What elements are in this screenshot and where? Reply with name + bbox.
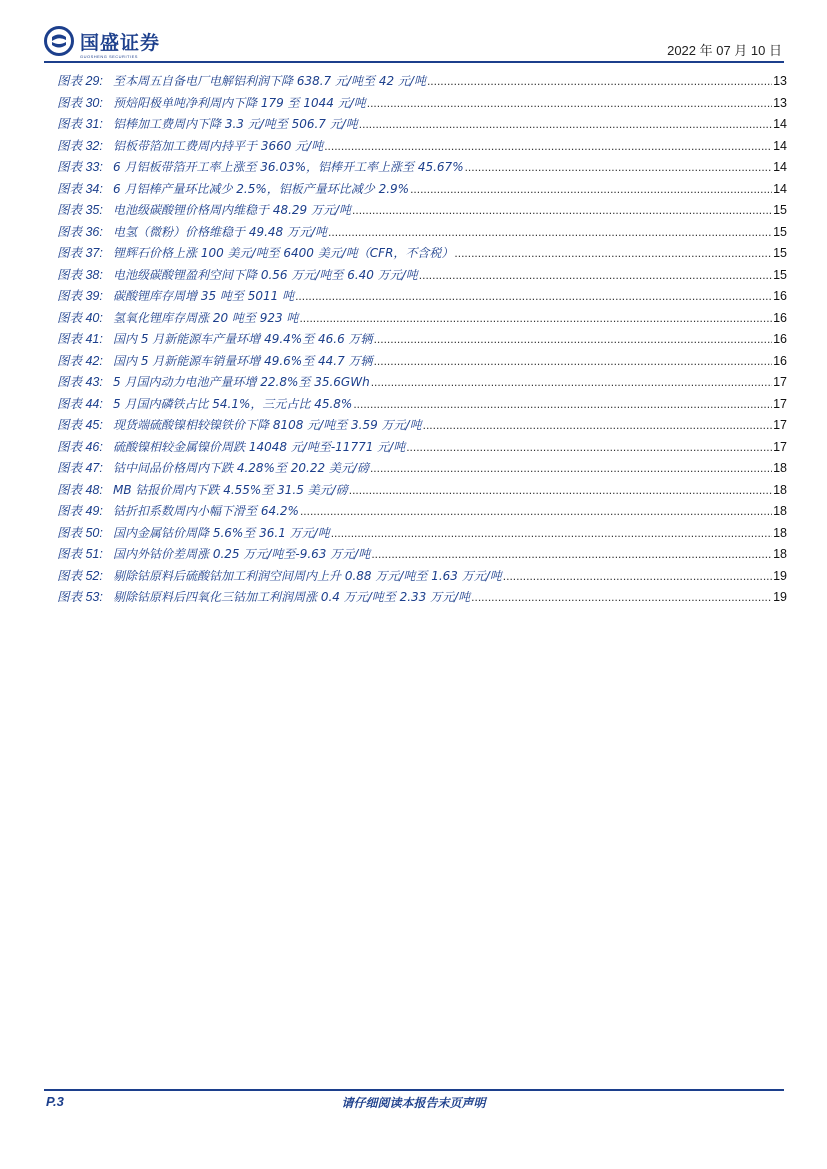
toc-entry-title: 现货端硫酸镍相较镍铁价下降 8108 元/吨至 3.59 万元/吨 — [113, 418, 422, 432]
toc-entry[interactable] — [57, 394, 787, 416]
toc-entry-title: 碳酸锂库存周增 35 吨至 5011 吨 — [113, 289, 295, 303]
toc-entry-page: 19 — [773, 568, 787, 583]
toc-entry[interactable] — [57, 458, 787, 480]
table-of-figures — [57, 71, 787, 609]
toc-entry[interactable] — [57, 480, 787, 502]
toc-entry[interactable] — [57, 372, 787, 394]
toc-entry-title: 锂辉石价格上涨 100 美元/吨至 6400 美元/吨（CFR，不含税） — [113, 246, 454, 260]
toc-dot-leader — [423, 418, 772, 432]
toc-entry-label: 图表 40: — [57, 310, 103, 325]
toc-entry-title: 国内 5 月新能源车销量环增 49.6%至 44.7 万辆 — [113, 353, 373, 368]
toc-dot-leader — [471, 590, 772, 604]
toc-entry-page: 16 — [773, 310, 787, 325]
toc-entry[interactable] — [57, 523, 787, 545]
toc-dot-leader — [374, 332, 773, 346]
toc-dot-leader — [406, 440, 772, 454]
toc-entry[interactable] — [57, 114, 787, 136]
toc-entry-page: 16 — [773, 353, 787, 368]
toc-entry-title: 电池级碳酸锂价格周内维稳于 48.29 万元/吨 — [113, 203, 352, 217]
toc-entry[interactable] — [57, 136, 787, 158]
toc-entry[interactable] — [57, 179, 787, 201]
toc-entry-title: 钴中间品价格周内下跌 4.28%至 20.22 美元/磅 — [113, 461, 369, 475]
toc-entry-label: 图表 41: — [57, 332, 103, 346]
logo-subtext: GUOSHENG SECURITIES — [80, 54, 138, 59]
toc-entry-page: 18 — [773, 482, 787, 497]
toc-entry-title: 电池级碳酸锂盈利空间下降 0.56 万元/吨至 6.40 万元/吨 — [113, 267, 418, 282]
toc-dot-leader — [352, 203, 772, 217]
toc-entry-title: 5 月国内动力电池产量环增 22.8%至 35.6GWh — [113, 375, 370, 389]
toc-dot-leader — [427, 74, 772, 88]
toc-entry[interactable] — [57, 286, 787, 308]
toc-dot-leader — [454, 246, 772, 260]
toc-entry[interactable] — [57, 415, 787, 437]
toc-entry-label: 图表 49: — [57, 504, 103, 518]
toc-entry[interactable] — [57, 71, 787, 93]
toc-entry-label: 图表 30: — [57, 95, 103, 110]
toc-dot-leader — [371, 547, 772, 561]
toc-entry-label: 图表 38: — [57, 267, 103, 282]
toc-entry-page: 17 — [773, 439, 787, 454]
header-divider — [44, 61, 784, 63]
toc-entry[interactable] — [57, 93, 787, 115]
toc-dot-leader — [353, 397, 772, 411]
toc-entry-page: 18 — [773, 547, 787, 561]
toc-dot-leader — [324, 139, 772, 153]
toc-entry-page: 17 — [773, 375, 787, 389]
toc-dot-leader — [299, 311, 772, 325]
toc-entry-title: 6 月铝板带箔开工率上涨至 36.03%，铝棒开工率上涨至 45.67% — [113, 160, 464, 174]
toc-entry-page: 15 — [773, 203, 787, 217]
toc-entry[interactable] — [57, 587, 787, 609]
toc-entry-label: 图表 50: — [57, 525, 103, 540]
toc-entry[interactable] — [57, 243, 787, 265]
toc-dot-leader — [465, 160, 773, 174]
page-number: P.3 — [46, 1094, 64, 1109]
toc-entry-title: 钴折扣系数周内小幅下滑至 64.2% — [113, 504, 299, 518]
toc-dot-leader — [374, 354, 773, 368]
toc-entry[interactable] — [57, 265, 787, 287]
toc-entry-label: 图表 53: — [57, 590, 103, 604]
toc-entry-label: 图表 42: — [57, 353, 103, 368]
toc-entry-page: 14 — [773, 160, 787, 174]
toc-entry-label: 图表 46: — [57, 439, 103, 454]
toc-entry-page: 17 — [773, 396, 787, 411]
toc-entry-page: 14 — [773, 138, 787, 153]
logo-text: 国盛证券 — [80, 31, 161, 54]
toc-entry[interactable] — [57, 351, 787, 373]
toc-entry-page: 15 — [773, 267, 787, 282]
toc-entry-page: 14 — [773, 181, 787, 196]
toc-dot-leader — [300, 504, 772, 518]
toc-entry-title: MB 钴报价周内下跌 4.55%至 31.5 美元/磅 — [113, 482, 348, 497]
toc-entry-page: 14 — [773, 117, 787, 131]
toc-dot-leader — [503, 569, 772, 583]
toc-entry-label: 图表 32: — [57, 138, 103, 153]
toc-dot-leader — [359, 117, 772, 131]
footer-divider — [44, 1089, 784, 1091]
toc-entry-label: 图表 47: — [57, 461, 103, 475]
toc-entry-page: 18 — [773, 525, 787, 540]
toc-entry-label: 图表 31: — [57, 117, 103, 131]
toc-dot-leader — [349, 483, 772, 497]
toc-entry-title: 剔除钴原料后四氧化三钴加工利润周涨 0.4 万元/吨至 2.33 万元/吨 — [113, 590, 471, 604]
toc-entry-label: 图表 36: — [57, 224, 103, 239]
toc-entry-page: 13 — [773, 74, 787, 88]
report-date: 2022 年 07 月 10 日 — [667, 43, 782, 58]
toc-entry-title: 国内金属钴价周降 5.6%至 36.1 万元/吨 — [113, 525, 330, 540]
toc-entry-page: 18 — [773, 461, 787, 475]
toc-entry-page: 16 — [773, 289, 787, 303]
toc-entry-page: 18 — [773, 504, 787, 518]
toc-entry-label: 图表 44: — [57, 396, 103, 411]
toc-entry-title: 6 月铝棒产量环比减少 2.5%，铝板产量环比减少 2.9% — [113, 181, 410, 196]
toc-entry-label: 图表 48: — [57, 482, 103, 497]
brand-logo — [44, 26, 160, 56]
toc-dot-leader — [371, 375, 772, 389]
toc-entry-label: 图表 39: — [57, 289, 103, 303]
guosheng-logo-icon — [44, 26, 74, 56]
toc-dot-leader — [367, 96, 772, 110]
toc-entry[interactable] — [57, 308, 787, 330]
toc-entry-label: 图表 45: — [57, 418, 103, 432]
toc-entry-title: 至本周五自备电厂电解铝利润下降 638.7 元/吨至 42 元/吨 — [113, 74, 426, 88]
toc-entry-label: 图表 51: — [57, 547, 103, 561]
toc-entry[interactable] — [57, 544, 787, 566]
toc-entry-page: 17 — [773, 418, 787, 432]
footer-disclaimer: 请仔细阅读本报告末页声明 — [341, 1096, 486, 1110]
toc-entry[interactable] — [57, 329, 787, 351]
toc-entry-label: 图表 34: — [57, 181, 103, 196]
toc-entry[interactable] — [57, 157, 787, 179]
toc-dot-leader — [419, 268, 772, 282]
toc-entry-label: 图表 52: — [57, 568, 103, 583]
toc-entry-title: 电氢（微粉）价格维稳于 49.48 万元/吨 — [113, 224, 328, 239]
toc-entry-label: 图表 29: — [57, 74, 103, 88]
toc-entry-page: 13 — [773, 95, 787, 110]
toc-entry[interactable] — [57, 200, 787, 222]
toc-entry-page: 16 — [773, 332, 787, 346]
toc-dot-leader — [410, 182, 772, 196]
toc-entry-title: 国内外钴价差周涨 0.25 万元/吨至-9.63 万元/吨 — [113, 547, 371, 561]
toc-entry[interactable] — [57, 222, 787, 244]
toc-entry-label: 图表 35: — [57, 203, 103, 217]
toc-entry-label: 图表 33: — [57, 160, 103, 174]
toc-entry-title: 剔除钴原料后硫酸钴加工利润空间周内上升 0.88 万元/吨至 1.63 万元/吨 — [113, 568, 502, 583]
toc-entry[interactable] — [57, 501, 787, 523]
toc-entry-title: 氢氧化锂库存周涨 20 吨至 923 吨 — [113, 310, 299, 325]
toc-dot-leader — [295, 289, 772, 303]
toc-entry[interactable] — [57, 566, 787, 588]
toc-dot-leader — [370, 461, 772, 475]
toc-entry-page: 15 — [773, 224, 787, 239]
toc-entry-label: 图表 37: — [57, 246, 103, 260]
toc-entry-page: 19 — [773, 590, 787, 604]
toc-entry-title: 铝板带箔加工费周内持平于 3660 元/吨 — [113, 138, 324, 153]
toc-entry-title: 硫酸镍相较金属镍价周跌 14048 元/吨至-11771 元/吨 — [113, 439, 406, 454]
toc-dot-leader — [328, 225, 772, 239]
toc-entry-title: 国内 5 月新能源车产量环增 49.4%至 46.6 万辆 — [113, 332, 373, 346]
toc-entry-title: 铝棒加工费周内下降 3.3 元/吨至 506.7 元/吨 — [113, 117, 358, 131]
toc-entry-label: 图表 43: — [57, 375, 103, 389]
page-header — [44, 26, 784, 62]
toc-entry-title: 预焙阳极单吨净利周内下降 179 至 1044 元/吨 — [113, 95, 366, 110]
toc-entry-title: 5 月国内磷铁占比 54.1%，三元占比 45.8% — [113, 396, 353, 411]
toc-dot-leader — [331, 526, 772, 540]
toc-entry[interactable] — [57, 437, 787, 459]
toc-entry-page: 15 — [773, 246, 787, 260]
